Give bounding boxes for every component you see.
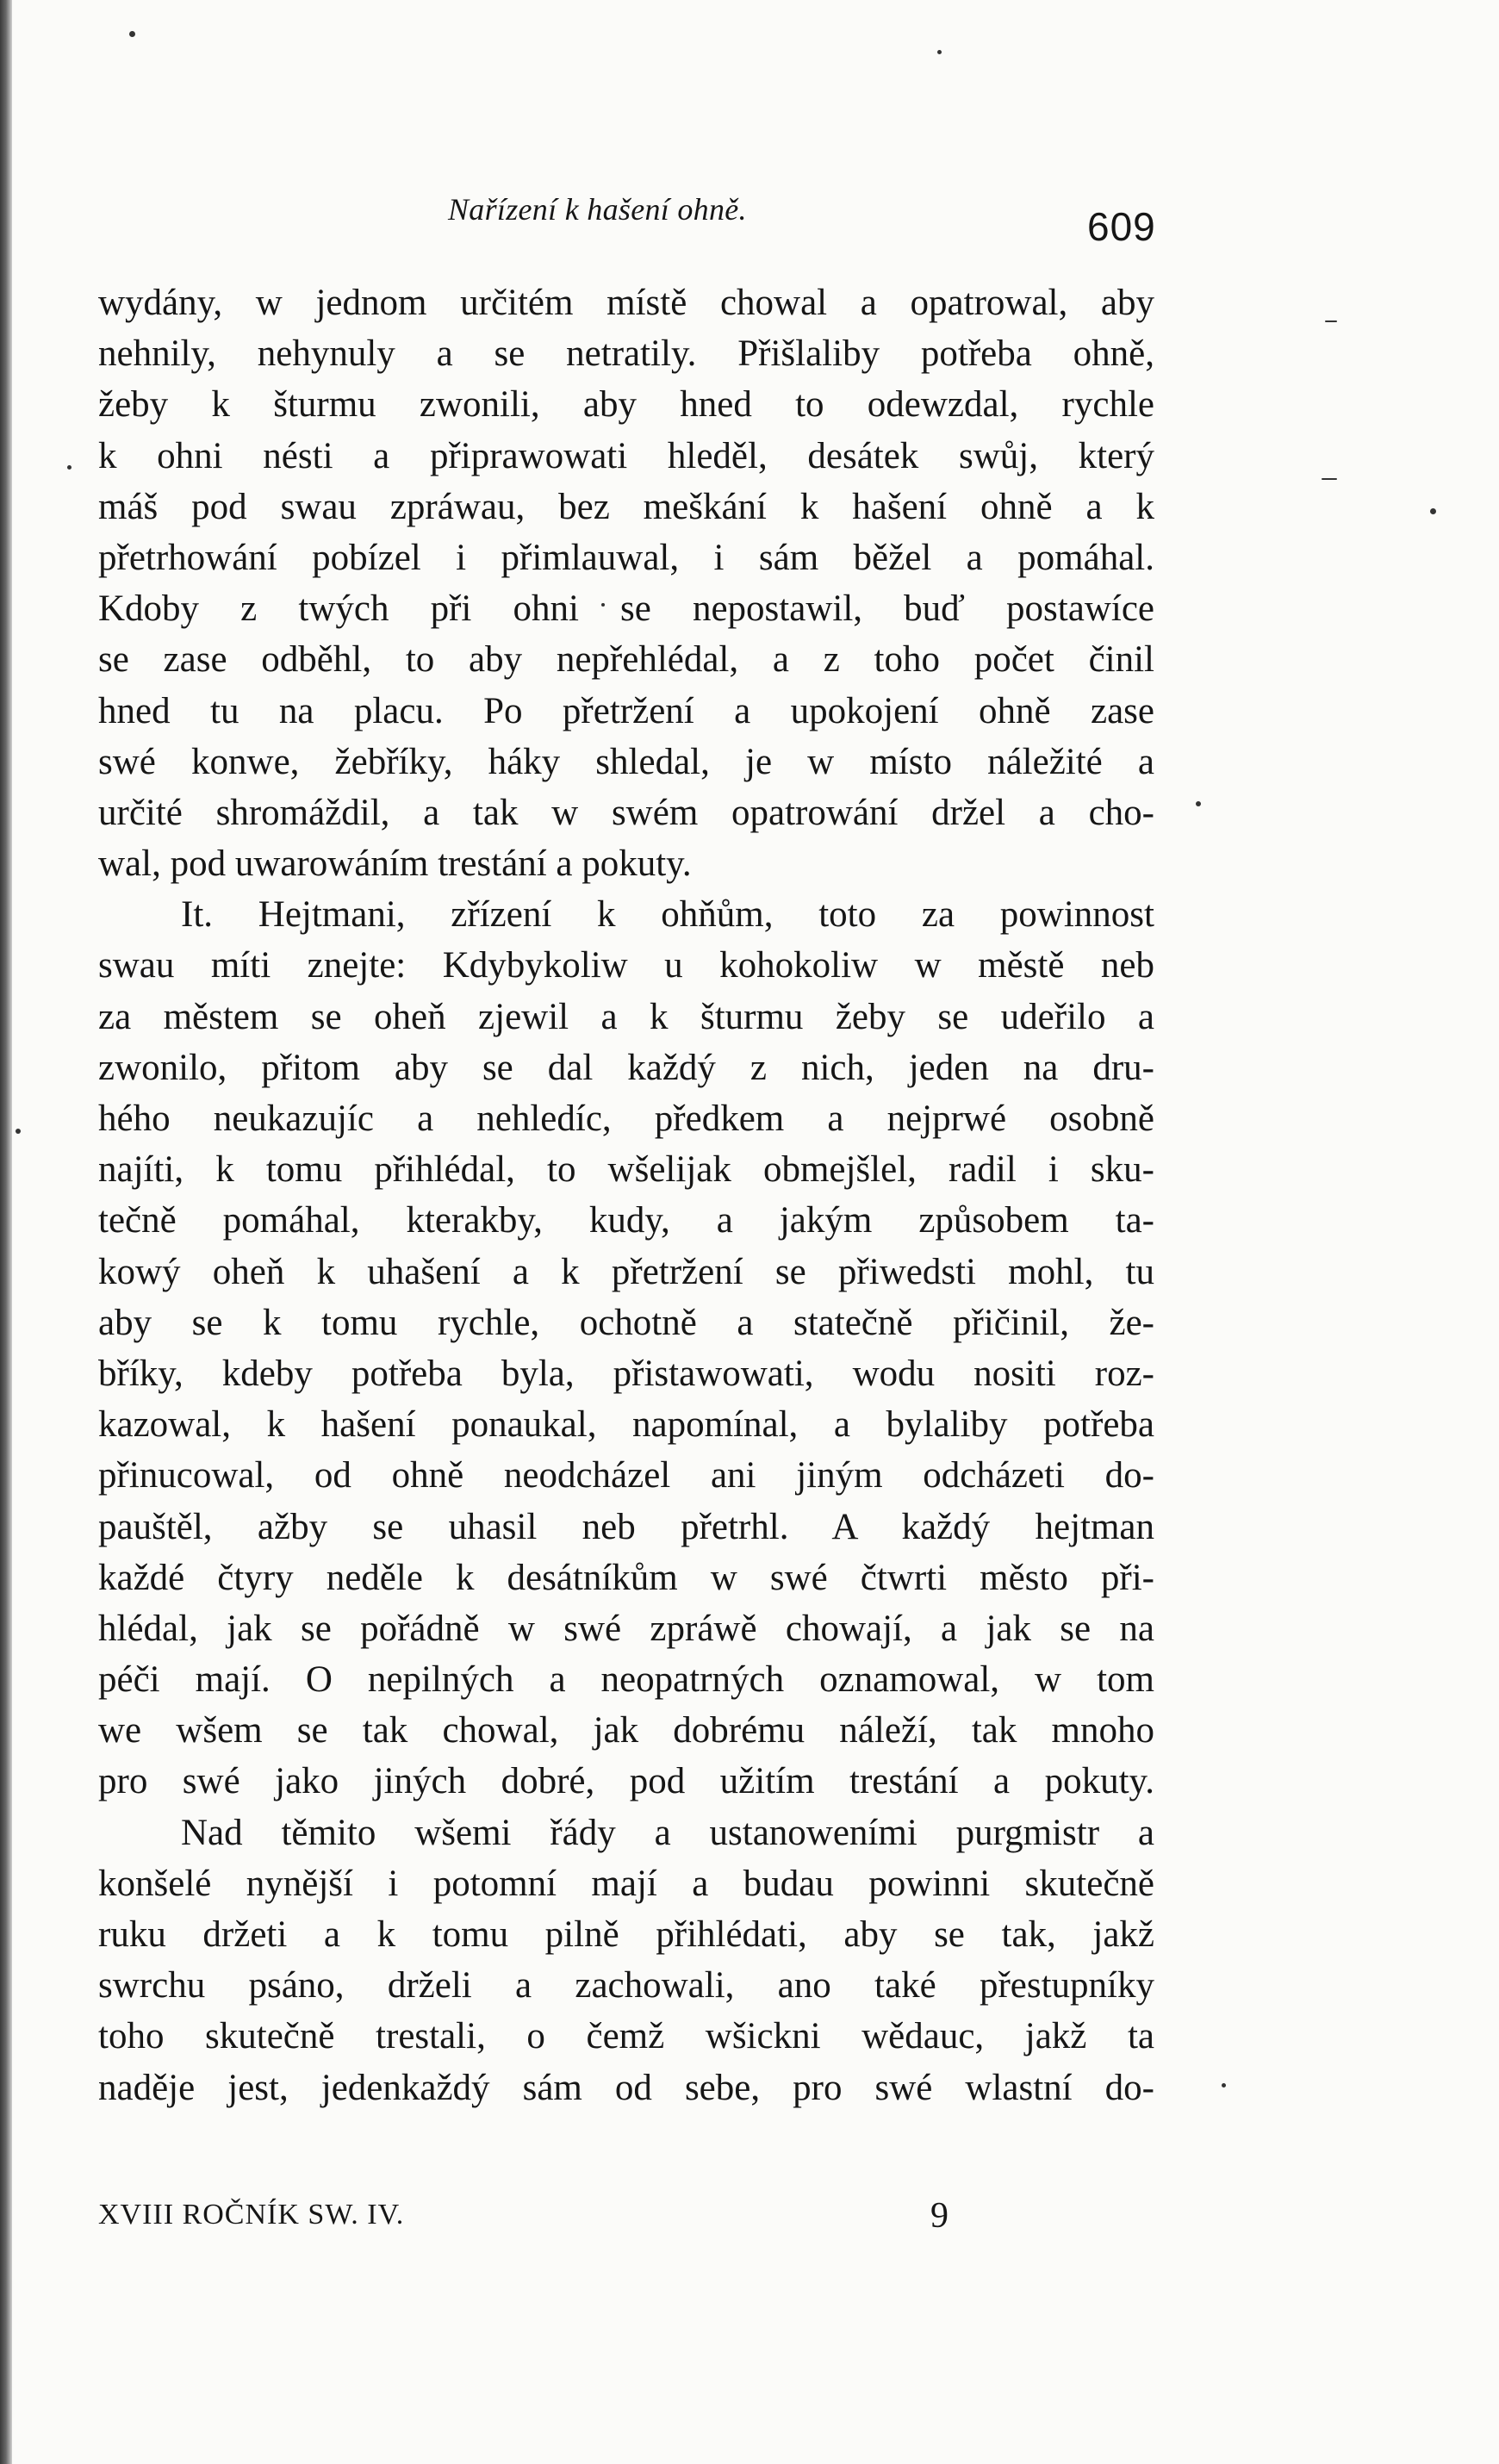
text-line: swé konwe, žebříky, háky shledal, je w místo náležité a bbox=[98, 741, 1154, 782]
text-line: přinucowal, od ohně neodcházel ani jiným odcházeti do- bbox=[98, 1455, 1154, 1496]
speck bbox=[1325, 320, 1337, 322]
text-line: nehnily, nehynuly a se netratily. Přišlaliby potřeba ohně, bbox=[98, 333, 1154, 375]
text-line: péči mají. O nepilných a neopatrných oznamowal, w tom bbox=[98, 1659, 1154, 1701]
speck bbox=[129, 31, 135, 37]
speck bbox=[1196, 801, 1201, 806]
text-line: toho skutečně trestali, o čemž wšickni wědauc, jakž ta bbox=[98, 2016, 1154, 2057]
text-line: kowý oheň k uhašení a k přetržení se přiwedsti mohl, tu bbox=[98, 1251, 1154, 1292]
running-header-title: Nařízení k hašení ohně. bbox=[448, 192, 747, 227]
text-line: máš pod swau zpráwau, bez meškání k hašení ohně a k bbox=[98, 486, 1154, 527]
text-line: ruku držeti a k tomu pilně přihlédati, aby se tak, jakž bbox=[98, 1914, 1154, 1955]
text-line: wal, pod uwarowáním trestání a pokuty. bbox=[98, 843, 692, 885]
text-line: swau míti znejte: Kdybykoliw u kohokoliw w městě neb bbox=[98, 945, 1154, 986]
text-line: swrchu psáno, drželi a zachowali, ano také přestupníky bbox=[98, 1965, 1154, 2007]
speck bbox=[1222, 2083, 1226, 2088]
signature-number: 9 bbox=[930, 2196, 949, 2236]
speck bbox=[67, 465, 72, 470]
text-line: hned tu na placu. Po přetržení a upokojení ohně zase bbox=[98, 690, 1154, 731]
text-line: pauštěl, ažby se uhasil neb přetrhl. A každý hejtman bbox=[98, 1506, 1154, 1547]
text-line: hlédal, jak se pořádně w swé zpráwě chowají, a jak se na bbox=[98, 1608, 1154, 1649]
text-line: It. Hejtmani, zřízení k ohňům, toto za powinnost bbox=[181, 894, 1154, 936]
text-line: Nad těmito wšemi řády a ustanoweními purgmistr a bbox=[181, 1812, 1154, 1853]
text-line: wydány, w jednom určitém místě chowal a opatrowal, aby bbox=[98, 283, 1154, 323]
speck bbox=[1430, 508, 1436, 514]
text-line: pro swé jako jiných dobré, pod užitím trestání a pokuty. bbox=[98, 1761, 1154, 1802]
text-line: za městem se oheň zjewil a k šturmu žeby se udeřilo a bbox=[98, 996, 1154, 1037]
text-line: najíti, k tomu přihlédal, to wšelijak obmejšlel, radil i sku- bbox=[98, 1149, 1154, 1191]
text-line: přetrhowání pobízel i přimlauwal, i sám běžel a pomáhal. bbox=[98, 537, 1154, 578]
body-text bbox=[98, 277, 1154, 2113]
page-number: 609 bbox=[1087, 204, 1156, 249]
text-line: bříky, kdeby potřeba byla, přistawowati, wodu nositi roz- bbox=[98, 1353, 1154, 1394]
speck bbox=[16, 1129, 21, 1134]
text-line: k ohni nésti a připrawowati hleděl, desátek swůj, který bbox=[98, 435, 1154, 476]
text-line: kazowal, k hašení ponaukal, napomínal, a bylaliby potřeba bbox=[98, 1404, 1154, 1446]
book-spine-edge bbox=[0, 0, 12, 2464]
speck bbox=[937, 50, 942, 54]
text-line: každé čtyry neděle k desátníkům w swé čtwrti město při- bbox=[98, 1557, 1154, 1598]
text-line: zwonilo, přitom aby se dal každý z nich, jeden na dru- bbox=[98, 1047, 1154, 1088]
text-line: se zase odběhl, to aby nepřehlédal, a z toho počet činil bbox=[98, 639, 1154, 681]
text-line: Kdoby z twých při ohni se nepostawil, buď postawíce bbox=[98, 588, 1154, 630]
speck bbox=[1322, 478, 1337, 480]
text-line: naděje jest, jedenkaždý sám od sebe, pro swé wlastní do- bbox=[98, 2067, 1154, 2108]
text-line: aby se k tomu rychle, ochotně a statečně přičinil, že- bbox=[98, 1302, 1154, 1343]
text-line: určité shromáždil, a tak w swém opatrowání držel a cho- bbox=[98, 792, 1154, 833]
text-line: konšelé nynější i potomní mají a budau powinni skutečně bbox=[98, 1863, 1154, 1904]
printer-signature-mark: XVIII ROČNÍK SW. IV. bbox=[98, 2199, 405, 2231]
text-line: žeby k šturmu zwonili, aby hned to odewzdal, rychle bbox=[98, 384, 1154, 426]
text-line: hého neukazujíc a nehledíc, předkem a nejprwé osobně bbox=[98, 1098, 1154, 1139]
text-line: tečně pomáhal, kterakby, kudy, a jakým způsobem ta- bbox=[98, 1200, 1154, 1241]
text-line: we wšem se tak chowal, jak dobrému náleží, tak mnoho bbox=[98, 1710, 1154, 1752]
